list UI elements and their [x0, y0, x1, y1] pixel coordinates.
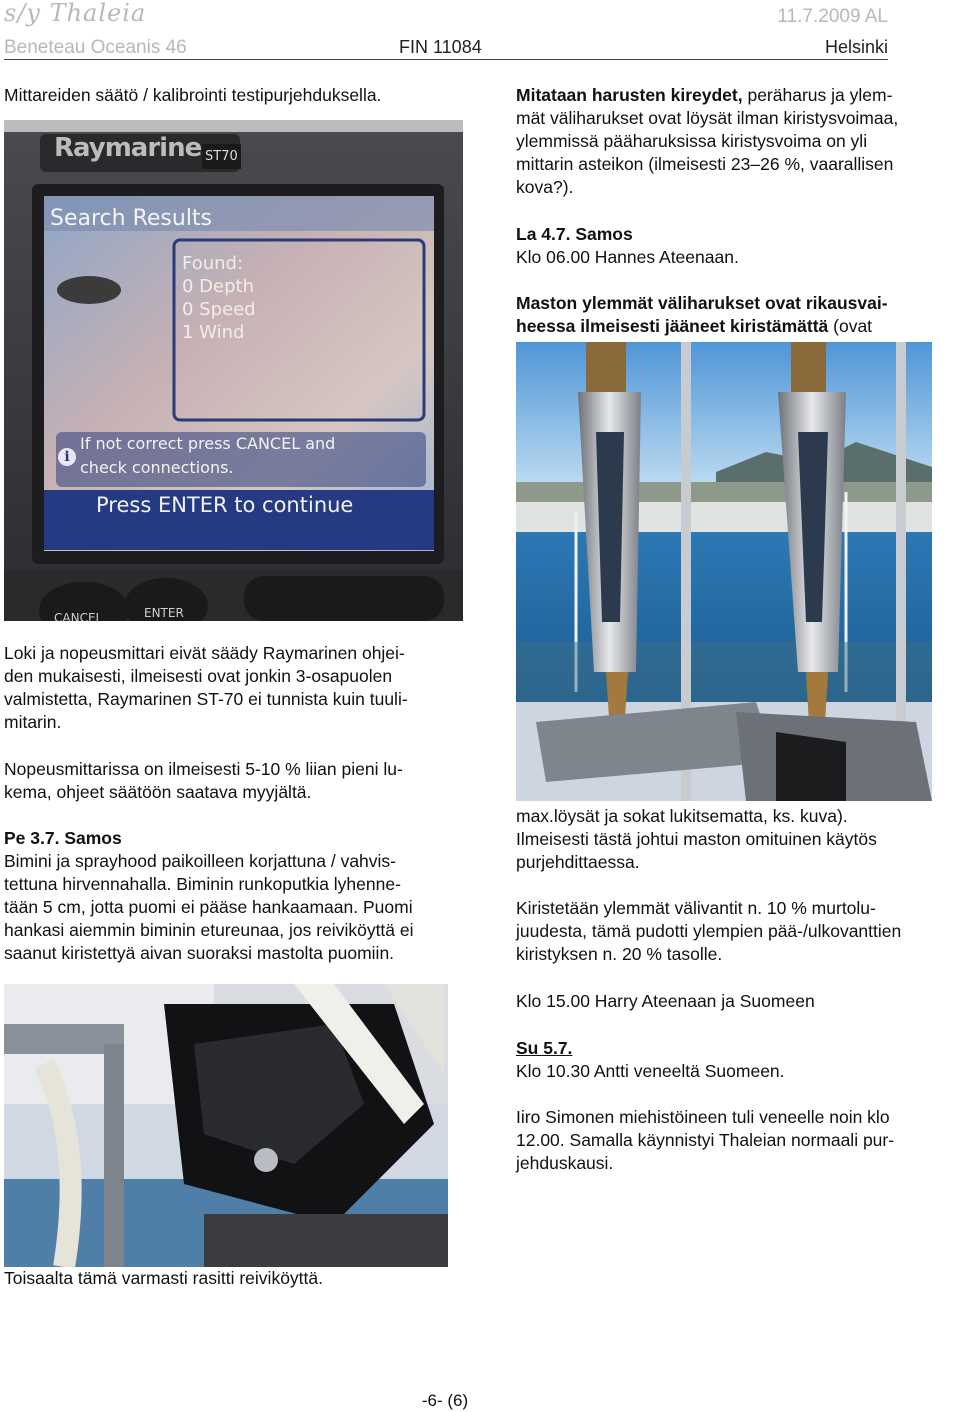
paragraph-bimini: [4, 850, 484, 965]
text-line: valmistetta, Raymarinen ST-70 ei tunnista kuin tuuli-: [4, 689, 408, 709]
found-line: 0 Speed: [182, 299, 256, 320]
found-line: Found:: [182, 253, 244, 274]
paragraph-speed-calibration: [4, 758, 484, 804]
text-line: hankasi aiemmin biminin etureunaa, jos reiviköyttä ei: [4, 920, 414, 940]
found-line: 0 Depth: [182, 276, 254, 297]
info-line: check connections.: [80, 458, 234, 477]
text-line: mitarin.: [4, 712, 62, 732]
reefing-block-photo: [4, 984, 448, 1267]
emphasis-text: heessa ilmeisesti jääneet kiristämättä: [516, 316, 829, 336]
enter-prompt: Press ENTER to continue: [96, 493, 354, 517]
photo-caption: Toisaalta tämä varmasti rasitti reiviköyttä.: [4, 1268, 323, 1288]
text-line: mittarin asteikon (ilmeisesti 23–26 %, vaarallisen: [516, 154, 894, 174]
heading-su-5-7: Su 5.7.: [516, 1038, 573, 1058]
text-hannes: Klo 06.00 Hannes Ateenaan.: [516, 247, 739, 267]
raymarine-display-photo: [4, 120, 463, 621]
text-line: mät väliharukset ovat löysät ilman kiristysvoimaa,: [516, 108, 899, 128]
text-line: Ilmeisesti tästä johtui maston omituinen käytös: [516, 829, 877, 849]
text-line: max.löysät ja sokat lukitsematta, ks. kuva).: [516, 806, 848, 826]
heading-la-4-7: La 4.7. Samos: [516, 224, 633, 244]
paragraph-rigging-tension: [516, 84, 960, 199]
cancel-key: CANCEL: [54, 611, 103, 621]
paragraph-loose-shrouds: [516, 805, 960, 874]
text-line: saanut kiristettyä aivan suoraksi mastolta puomiin.: [4, 943, 395, 963]
text-line: Iiro Simonen miehistöineen tuli veneelle noin klo: [516, 1107, 890, 1127]
text-line: tään 5 cm, jotta puomi ei pääse hankaamaan. Puomi: [4, 897, 413, 917]
header-boat-name: Beneteau Oceanis 46: [4, 37, 187, 58]
model-label: ST70: [202, 144, 241, 169]
info-icon: i: [58, 448, 76, 466]
header-date: 11.7.2009 AL: [777, 6, 888, 27]
turnbuckles-photo: [516, 342, 932, 801]
brand-label: Raymarine: [54, 133, 202, 163]
text-line: juudesta, tämä pudotti ylempien pää-/ulkovanttien: [516, 921, 902, 941]
paragraph-log-speedometer: [4, 642, 484, 734]
page-number: -6- (6): [421, 1391, 469, 1410]
text-line: tettuna hirvennahalla. Biminin runkoputkia lyhenne-: [4, 874, 401, 894]
text-line: den mukaisesti, ilmeisesti ovat jonkin 3-osapuolen: [4, 666, 393, 686]
text-line: ylemmissä pääharuksissa kiristysvoima on yli: [516, 131, 868, 151]
screen-title: Search Results: [50, 206, 213, 231]
found-line: 1 Wind: [182, 322, 245, 343]
text-line: [516, 315, 960, 338]
text-line: Bimini ja sprayhood paikoilleen korjattuna / vahvis-: [4, 851, 397, 871]
intro-text: Mittareiden säätö / kalibrointi testipurjehduksella.: [4, 85, 382, 105]
text-antti: Klo 10.30 Antti veneeltä Suomeen.: [516, 1061, 785, 1081]
text-line: Maston ylemmät väliharukset ovat rikausvai-: [516, 293, 888, 313]
paragraph-tightening: [516, 897, 960, 966]
text-line: purjehdittaessa.: [516, 852, 640, 872]
text-line: kema, ohjeet säätöön saatava myyjältä.: [4, 782, 312, 802]
text-run: (ovat: [828, 316, 873, 336]
text-harry: Klo 15.00 Harry Ateenaan ja Suomeen: [516, 991, 815, 1011]
heading-pe-3-7: Pe 3.7. Samos: [4, 828, 122, 848]
enter-key: ENTER: [144, 606, 184, 620]
header-location: Helsinki: [824, 37, 888, 57]
text-line: kova?).: [516, 177, 574, 197]
text-line: jehduskausi.: [516, 1153, 614, 1173]
paragraph-iiro: [516, 1106, 960, 1175]
text-line: Loki ja nopeusmittari eivät säädy Raymarinen ohjei-: [4, 643, 405, 663]
text-line: kiristyksen n. 20 % tasolle.: [516, 944, 723, 964]
text-line: Nopeusmittarissa on ilmeisesti 5-10 % liian pieni lu-: [4, 759, 403, 779]
emphasis-text: Mitataan harusten kireydet,: [516, 85, 743, 105]
header-registration: FIN 11084: [399, 37, 482, 57]
header-logo: s/y Thaleia: [4, 0, 147, 27]
info-line: If not correct press CANCEL and: [80, 434, 336, 453]
paragraph-mast-shrouds: [516, 292, 960, 338]
text-line: 12.00. Samalla käynnistyi Thaleian normaali pur-: [516, 1130, 895, 1150]
info-message: [80, 432, 335, 480]
found-list: [182, 252, 256, 344]
text-line: [516, 84, 960, 107]
text-line: Kiristetään ylemmät välivantit n. 10 % murtolu-: [516, 898, 876, 918]
text-run: peräharus ja ylem-: [742, 85, 893, 105]
